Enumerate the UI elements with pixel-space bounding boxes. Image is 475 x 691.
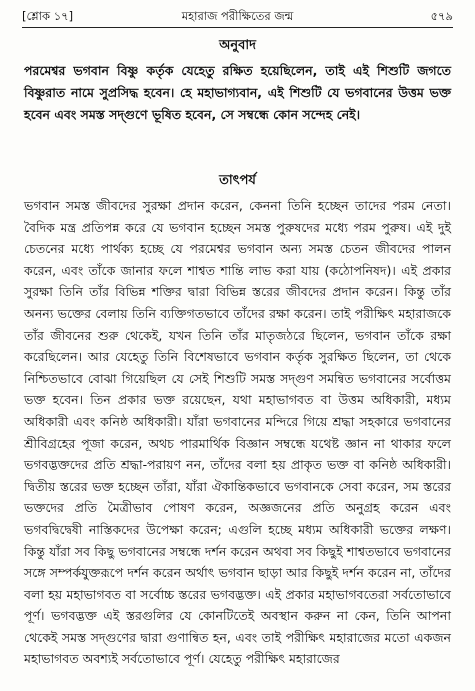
verse-reference: [শ্লোক ১৭] [22,9,74,23]
purport-paragraph: ভগবান সমস্ত জীবদের সুরক্ষা প্রদান করেন, কেননা তিনি হচ্ছেন তাদের পরম নেতা। বৈদিক মন্ত্র প্রতিপন্ন করে যে ভগবান হচ্ছেন সমস্ত পুরুষদের মধ্যে পরম পুরুষ। এই দুই চেতনের মধ্যে পার্থক্য হচ্ছে যে পরমেশ্বর ভগবান অন্য সমস্ত চেতন জীবদের পালন করেন, এবং তাঁকে জানার ফলে শাশ্বত শান্তি লাভ করা যায় (কঠোপনিষদ)। এই প্রকার সুরক্ষা তিনি তাঁর বিভিন্ন শক্তির দ্বারা বিভিন্ন স্তরের জীবদের প্রদান করেন। কিন্তু তাঁর অনন্য ভক্তের বেলায় তিনি ব্যক্তিগতভাবে তাঁদের রক্ষা করেন। তাই পরীক্ষিৎ মহারাজকে তাঁর জীবনের শুরু থেকেই, যখন তিনি তাঁর মাতৃজঠরে ছিলেন, ভগবান তাঁকে রক্ষা করেছিলেন। আর যেহেতু তিনি বিশেষভাবে ভগবান কর্তৃক সুরক্ষিত ছিলেন, তা থেকে নিশ্চিতভাবে বোঝা গিয়েছিল যে সেই শিশুটি সমস্ত সদ্গুণ সমন্বিত ভগবানের সর্বোত্তম ভক্ত হবেন। তিন প্রকার ভক্ত রয়েছেন, যথা মহাভাগবত বা উত্তম অধিকারী, মধ্যম অধিকারী এবং কনিষ্ঠ অধিকারী। যাঁরা ভগবানের মন্দিরে গিয়ে শ্রদ্ধা সহকারে ভগবানের শ্রীবিগ্রহের পূজা করেন, অথচ পারমার্থিক বিজ্ঞান সম্বন্ধে যথেষ্ট জ্ঞান না থাকার ফলে ভগবদ্ভক্তদের প্রতি শ্রদ্ধা-পরায়ণ নন, তাঁদের বলা হয় প্রাকৃত ভক্ত বা কনিষ্ঠ অধিকারী। দ্বিতীয় স্তরের ভক্ত হচ্ছেন তাঁরা, যাঁরা ঐকান্তিকভাবে ভগবানকে সেবা করেন, সম স্তরের ভক্তদের প্রতি মৈত্রীভাব পোষণ করেন, অজ্ঞজনের প্রতি অনুগ্রহ করেন এবং ভগবদ্বিদ্বেষী নাস্তিকদের উপেক্ষা করেন; এগুলি হচ্ছে মধ্যম অধিকারী ভক্তের লক্ষণ। কিন্তু যাঁরা সব কিছু ভগবানের সম্বন্ধে দর্শন করেন অথবা সব কিছুই শাশ্বতভাবে ভগবানের সঙ্গে সম্পর্কযুক্তরূপে দর্শন করেন অর্থাৎ ভগবান ছাড়া আর কিছুই দর্শন করেন না, তাঁদের বলা হয় মহাভাগবত বা সর্বোচ্চ স্তরের ভগবদ্ভক্ত। এই প্রকার মহাভাগবতেরা সর্বতোভাবে পূর্ণ। ভগবদ্ভক্ত এই স্তরগুলির যে কোনটিতেই অবস্থান করুন না কেন, তিনি আপনা থেকেই সমস্ত সদ্গুণের দ্বারা গুণান্বিত হন, এবং তাই পরীক্ষিৎ মহারাজের মতো একজন মহাভাগবত অবশ্যই সর্বতোভাবে পূর্ণ। যেহেতু পরীক্ষিৎ মহারাজের [24,198,451,667]
page-header [22,6,453,26]
running-chapter-title: মহারাজ পরীক্ষিতের জন্ম [181,9,294,23]
translation-text: পরমেশ্বর ভগবান বিষ্ণু কর্তৃক যেহেতু রক্ষিত হয়েছিলেন, তাই এই শিশুটি জগতে বিষ্ণুরাত নামে সুপ্রসিদ্ধ হবেন। হে মহাভাগ্যবান, এই শিশুটি যে ভগবানের উত্তম ভক্ত হবেন এবং সমস্ত সদ্গুণে ভূষিত হবেন, সে সম্বন্ধে কোন সন্দেহ নেই। [24,63,451,122]
page-number: ৫৭৯ [430,9,453,23]
header-rule [22,27,453,28]
purport-heading: তাৎপর্য [219,173,256,188]
translation-heading: অনুবাদ [219,38,256,53]
purport-body [24,195,451,670]
